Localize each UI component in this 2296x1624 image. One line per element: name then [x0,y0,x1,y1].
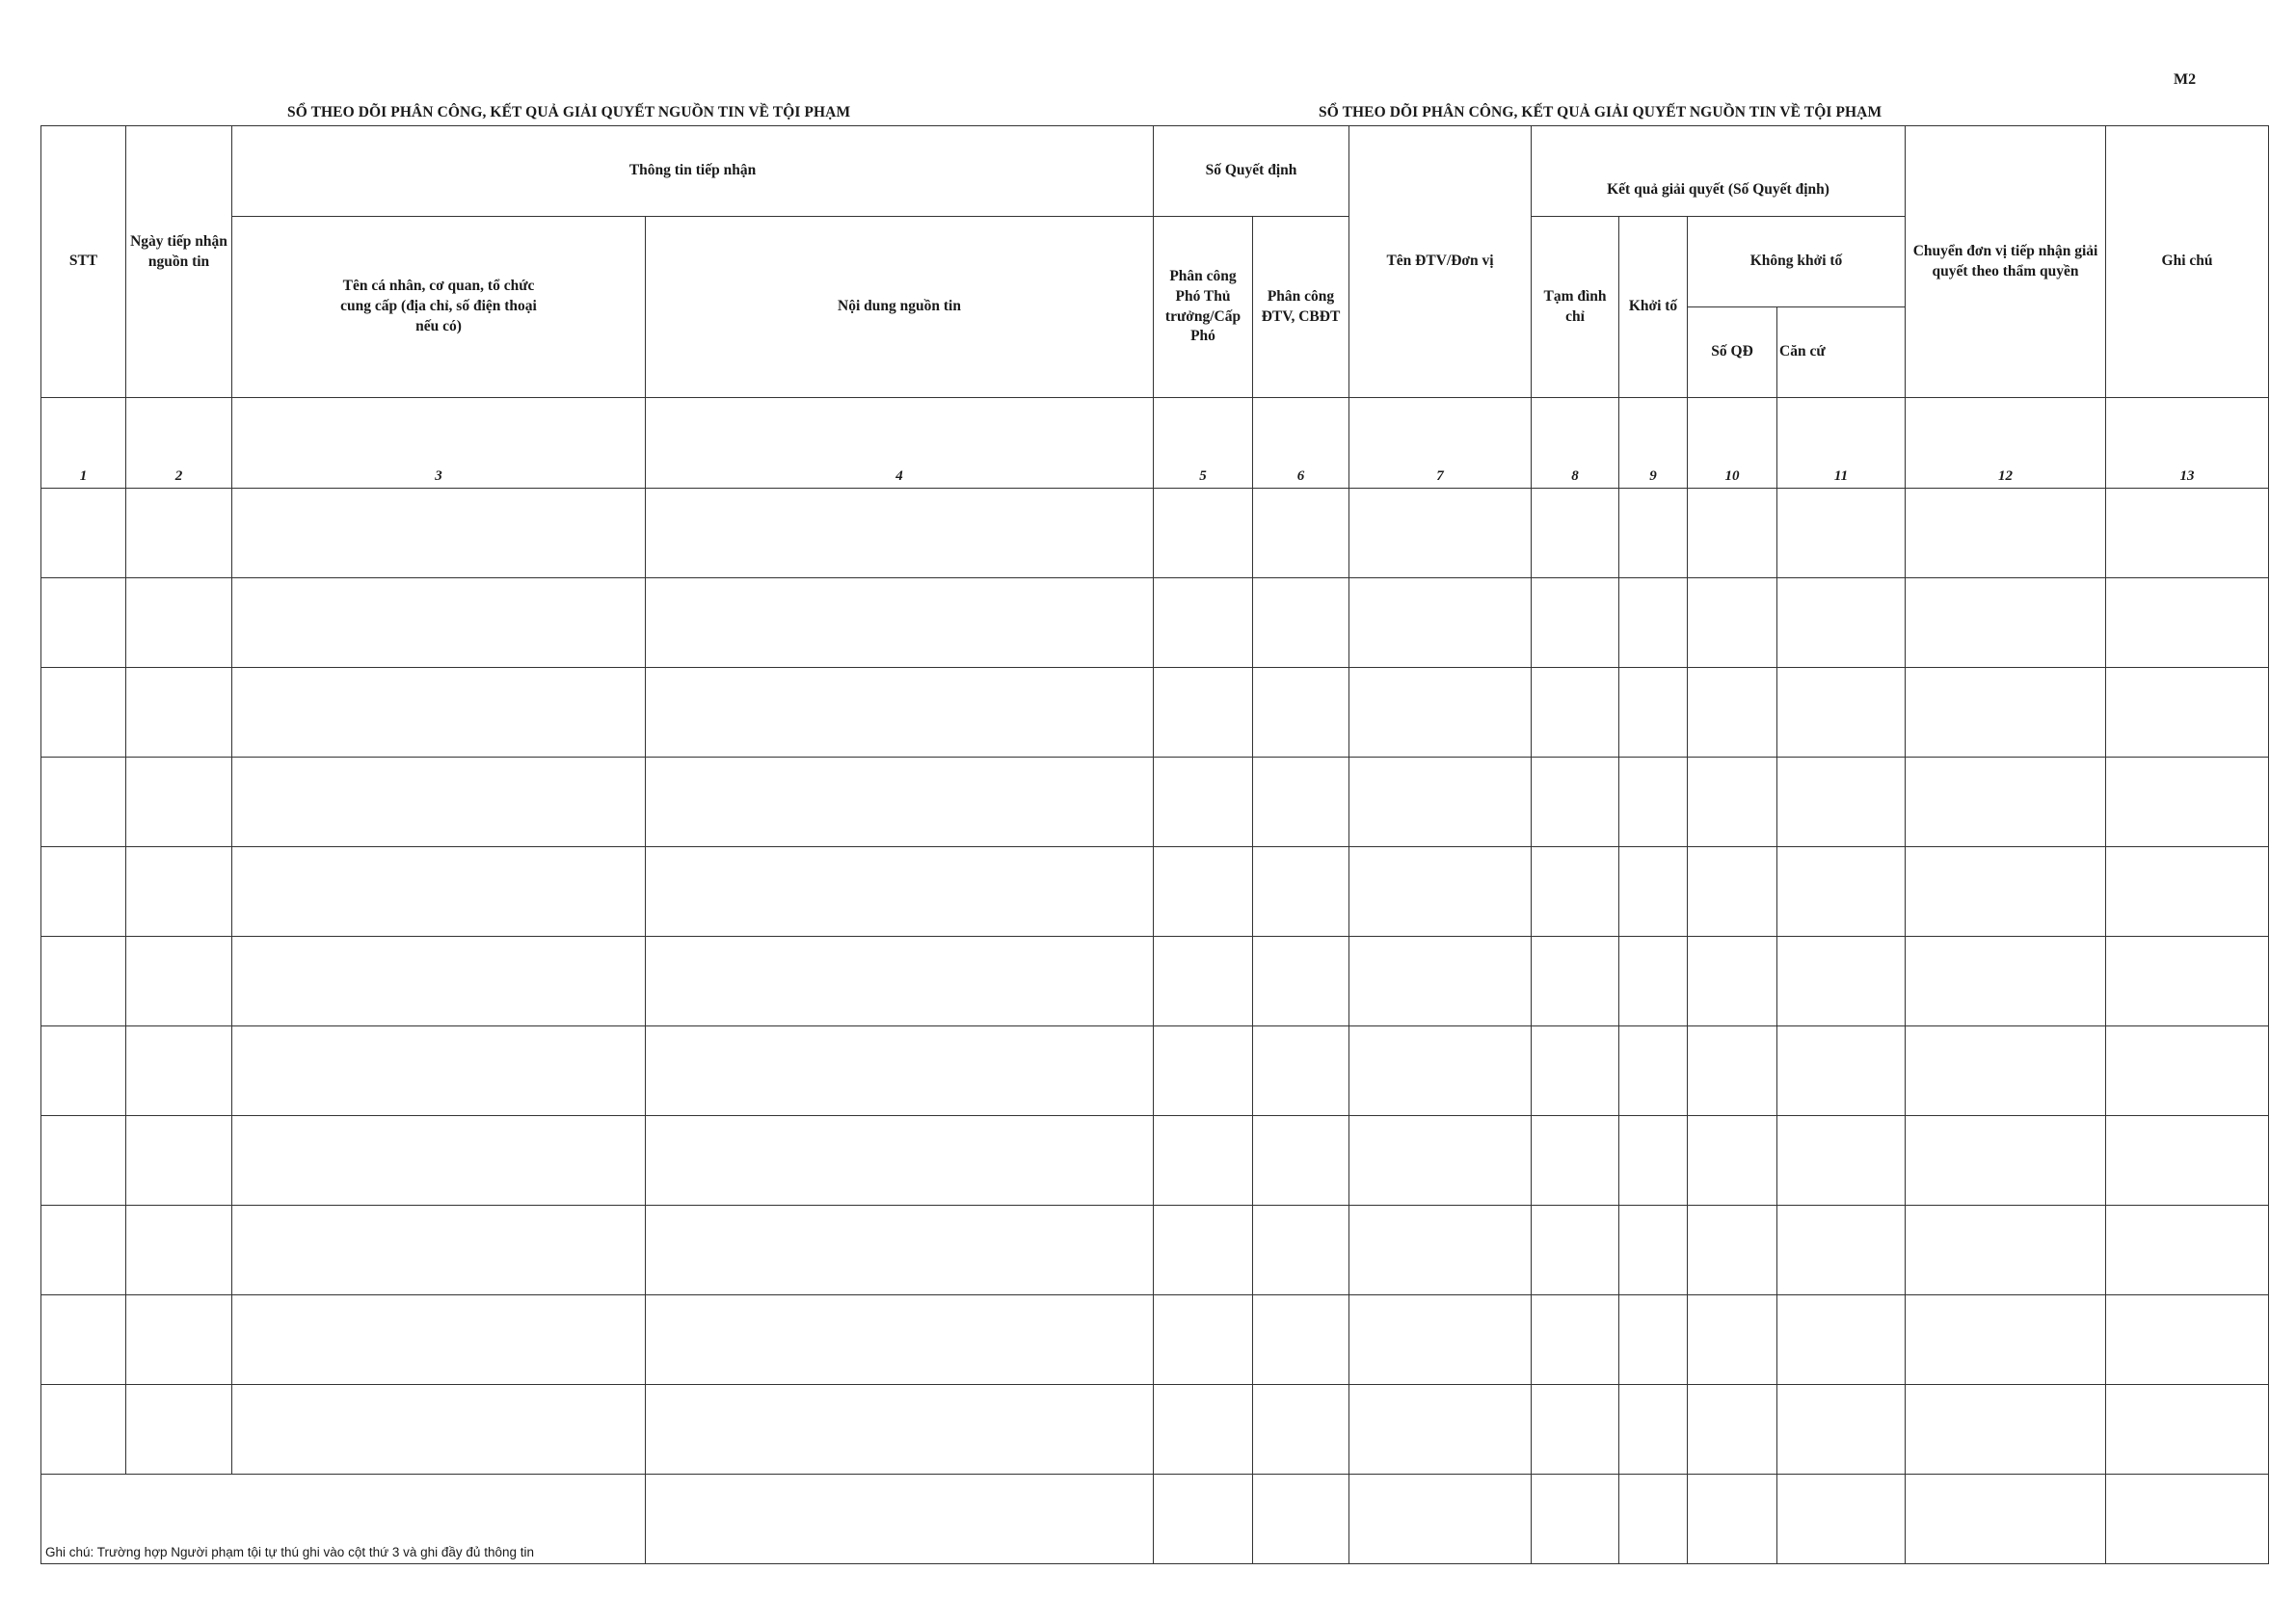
table-cell [1532,489,1619,578]
column-number: 10 [1688,398,1777,489]
table-cell [126,937,232,1026]
column-number: 4 [646,398,1154,489]
table-cell [1777,668,1906,758]
table-cell [1906,1116,2106,1206]
table-cell [1906,1385,2106,1475]
table-cell [2106,1026,2269,1116]
table-cell [1777,758,1906,847]
header-ghi-chu: Ghi chú [2106,126,2269,398]
table-cell [1777,1116,1906,1206]
table-row [41,668,2269,758]
table-row [41,578,2269,668]
table-cell [1349,1116,1532,1206]
column-number: 5 [1154,398,1253,489]
table-cell [646,1026,1154,1116]
header-so-qd: Số QĐ [1688,307,1777,398]
table-cell [1253,1475,1349,1564]
table-cell [1688,489,1777,578]
table-cell [2106,489,2269,578]
column-number: 2 [126,398,232,489]
table-cell [1777,1206,1906,1295]
table-cell [1777,1026,1906,1116]
table-cell [1532,668,1619,758]
footnote: Ghi chú: Trường hợp Người phạm tội tự thú ghi vào cột thứ 3 và ghi đầy đủ thông tin [41,1475,646,1564]
table-cell [1349,847,1532,937]
table-cell [1688,668,1777,758]
table-cell [646,1116,1154,1206]
table-cell [126,1026,232,1116]
table-cell [1154,1385,1253,1475]
header-ten-dtv-don-vi: Tên ĐTV/Đơn vị [1349,126,1532,398]
table-cell [1349,1026,1532,1116]
table-cell [41,1295,126,1385]
table-cell [1777,1295,1906,1385]
table-cell [1253,489,1349,578]
ledger-table [40,125,2269,1564]
table-cell [1906,847,2106,937]
table-cell [1532,1026,1619,1116]
header-ngay-tiep-nhan: Ngày tiếp nhận nguồn tin [126,126,232,398]
table-cell [2106,578,2269,668]
table-cell [1349,937,1532,1026]
table-cell [1154,489,1253,578]
table-cell [2106,1206,2269,1295]
table-cell [232,489,646,578]
table-cell [232,1385,646,1475]
table-cell [2106,758,2269,847]
table-cell [1532,1475,1619,1564]
table-cell [232,1206,646,1295]
table-cell [126,489,232,578]
header-can-cu: Căn cứ [1777,307,1906,398]
table-cell [2106,1475,2269,1564]
column-number: 8 [1532,398,1619,489]
table-cell [232,937,646,1026]
table-cell [1619,1295,1688,1385]
table-cell [646,489,1154,578]
table-row [41,937,2269,1026]
table-cell [41,847,126,937]
table-cell [646,847,1154,937]
table-cell [1906,489,2106,578]
table-cell [1154,1206,1253,1295]
table-cell [1688,1116,1777,1206]
table-cell [1777,1475,1906,1564]
table-cell [646,1385,1154,1475]
table-cell [232,1295,646,1385]
header-phan-cong-dtv: Phân công ĐTV, CBĐT [1253,217,1349,398]
header-stt: STT [41,126,126,398]
column-number: 3 [232,398,646,489]
table-cell [646,758,1154,847]
footer-row [41,1475,2269,1564]
table-cell [1777,578,1906,668]
table-cell [1253,1206,1349,1295]
table-cell [1532,578,1619,668]
table-cell [1154,1026,1253,1116]
table-cell [1349,668,1532,758]
header-chuyen-don-vi: Chuyển đơn vị tiếp nhận giải quyết theo thẩm quyền [1906,126,2106,398]
header-row-1 [41,126,2269,217]
table-cell [1906,1026,2106,1116]
header-noi-dung-nguon-tin: Nội dung nguồn tin [646,217,1154,398]
table-cell [1349,758,1532,847]
table-cell [1154,578,1253,668]
table-row [41,1385,2269,1475]
table-cell [1906,758,2106,847]
table-cell [1349,1385,1532,1475]
table-cell [2106,847,2269,937]
table-cell [126,1385,232,1475]
table-cell [1253,578,1349,668]
table-cell [2106,668,2269,758]
table-cell [1532,1116,1619,1206]
table-cell [126,1295,232,1385]
table-cell [646,1206,1154,1295]
table-cell [1688,1475,1777,1564]
table-cell [1688,578,1777,668]
table-cell [1154,668,1253,758]
table-cell [126,847,232,937]
table-cell [1688,758,1777,847]
table-cell [1253,1026,1349,1116]
column-number: 12 [1906,398,2106,489]
table-cell [1688,1295,1777,1385]
table-cell [1906,668,2106,758]
table-cell [41,489,126,578]
table-cell [1532,847,1619,937]
table-cell [232,1116,646,1206]
table-cell [1906,1206,2106,1295]
table-cell [41,578,126,668]
table-row [41,758,2269,847]
header-khong-khoi-to: Không khởi tố [1688,217,1906,307]
table-cell [41,1206,126,1295]
table-cell [646,1475,1154,1564]
table-cell [1688,1206,1777,1295]
table-cell [1349,1295,1532,1385]
table-cell [1619,1026,1688,1116]
table-cell [1906,578,2106,668]
table-row [41,1026,2269,1116]
table-row [41,489,2269,578]
table-cell [1154,1116,1253,1206]
header-so-quyet-dinh: Số Quyết định [1154,126,1349,217]
table-cell [1154,937,1253,1026]
table-cell [41,1026,126,1116]
table-cell [1532,1385,1619,1475]
table-cell [1349,489,1532,578]
table-cell [1253,1385,1349,1475]
column-number: 1 [41,398,126,489]
table-cell [232,578,646,668]
table-cell [1253,758,1349,847]
table-cell [1253,937,1349,1026]
column-number: 11 [1777,398,1906,489]
column-number: 9 [1619,398,1688,489]
table-cell [1619,758,1688,847]
table-cell [1688,937,1777,1026]
table-cell [1253,847,1349,937]
table-cell [646,668,1154,758]
table-cell [1349,578,1532,668]
table-cell [126,758,232,847]
column-number: 13 [2106,398,2269,489]
table-cell [126,668,232,758]
table-cell [1154,847,1253,937]
table-cell [41,758,126,847]
table-cell [1619,668,1688,758]
header-thong-tin-tiep-nhan: Thông tin tiếp nhận [232,126,1154,217]
table-row [41,1295,2269,1385]
table-cell [1777,489,1906,578]
form-code: M2 [2174,71,2197,88]
table-cell [1154,1475,1253,1564]
header-ten-ca-nhan: Tên cá nhân, cơ quan, tổ chức cung cấp (địa chỉ, số điện thoại nếu có) [232,217,646,398]
table-cell [41,937,126,1026]
table-cell [1906,937,2106,1026]
table-cell [232,847,646,937]
ledger-title-right: SỔ THEO DÕI PHÂN CÔNG, KẾT QUẢ GIẢI QUYẾT NGUỒN TIN VỀ TỘI PHẠM [1319,104,1882,120]
table-cell [1619,1475,1688,1564]
table-cell [1619,1206,1688,1295]
table-cell [1688,1026,1777,1116]
table-cell [646,937,1154,1026]
table-cell [232,758,646,847]
table-cell [41,668,126,758]
table-cell [2106,937,2269,1026]
table-row [41,1116,2269,1206]
table-cell [1688,1385,1777,1475]
table-cell [1253,668,1349,758]
table-cell [1777,1385,1906,1475]
table-cell [1619,847,1688,937]
table-cell [1619,937,1688,1026]
header-phan-cong-pho-thu-truong: Phân công Phó Thủ trưởng/Cấp Phó [1154,217,1253,398]
table-cell [1349,1206,1532,1295]
table-cell [1777,847,1906,937]
table-cell [1253,1295,1349,1385]
table-cell [1619,1385,1688,1475]
table-cell [1154,758,1253,847]
table-cell [2106,1385,2269,1475]
table-cell [646,1295,1154,1385]
table-cell [232,668,646,758]
table-cell [2106,1295,2269,1385]
column-number: 6 [1253,398,1349,489]
table-cell [41,1116,126,1206]
table-cell [41,1385,126,1475]
ledger-title-left: SỔ THEO DÕI PHÂN CÔNG, KẾT QUẢ GIẢI QUYẾT NGUỒN TIN VỀ TỘI PHẠM [287,104,851,120]
table-cell [1619,489,1688,578]
table-cell [126,1206,232,1295]
header-khoi-to: Khởi tố [1619,217,1688,398]
column-number-row [41,398,2269,489]
header-tam-dinh-chi: Tạm đình chỉ [1532,217,1619,398]
table-cell [1619,1116,1688,1206]
table-cell [1532,758,1619,847]
table-cell [1906,1295,2106,1385]
table-cell [126,578,232,668]
table-cell [1619,578,1688,668]
table-cell [1532,1295,1619,1385]
table-cell [1154,1295,1253,1385]
table-cell [1532,1206,1619,1295]
table-cell [126,1116,232,1206]
table-cell [232,1026,646,1116]
table-cell [646,578,1154,668]
table-cell [2106,1116,2269,1206]
column-number: 7 [1349,398,1532,489]
table-cell [1349,1475,1532,1564]
table-cell [1532,937,1619,1026]
table-cell [1777,937,1906,1026]
table-cell [1253,1116,1349,1206]
header-ket-qua-giai-quyet: Kết quả giải quyết (Số Quyết định) [1532,126,1906,217]
table-cell [1906,1475,2106,1564]
table-row [41,847,2269,937]
table-cell [1688,847,1777,937]
table-row [41,1206,2269,1295]
